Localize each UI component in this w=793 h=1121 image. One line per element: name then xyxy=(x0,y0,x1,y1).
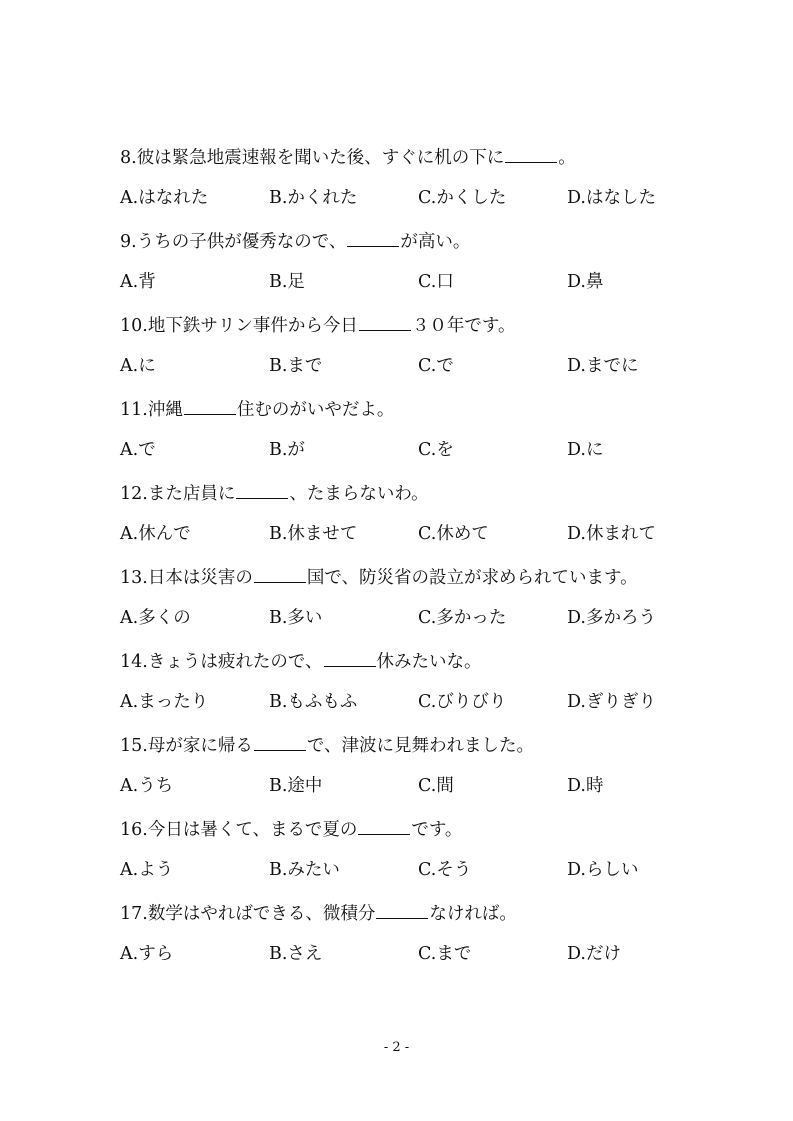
option-c: C.休めて xyxy=(418,524,489,544)
question-number: 14. xyxy=(120,652,148,672)
option-a: A.背 xyxy=(120,272,156,292)
option-d: D.ぎりぎり xyxy=(567,692,656,712)
question-text-after: 休みたいな。 xyxy=(376,652,482,672)
options-8 xyxy=(120,183,740,226)
question-13 xyxy=(120,562,740,603)
question-text-after: 、たまらないわ。 xyxy=(289,484,429,504)
option-c: C.そう xyxy=(418,860,472,880)
question-number: 17. xyxy=(120,904,148,924)
question-12 xyxy=(120,478,740,519)
answer-blank xyxy=(184,400,236,415)
option-a: A.よう xyxy=(120,860,174,880)
options-15 xyxy=(120,771,740,814)
question-text-before: 母が家に帰る xyxy=(147,736,253,756)
options-11 xyxy=(120,435,740,478)
option-a: A.多くの xyxy=(120,608,191,628)
question-text-after: ３０年です。 xyxy=(411,316,516,336)
question-text-after: 住むのがいやだよ。 xyxy=(236,400,395,420)
answer-blank xyxy=(358,820,410,835)
option-c: C.を xyxy=(418,440,454,460)
question-14 xyxy=(120,646,740,687)
option-b: B.さえ xyxy=(269,944,323,964)
question-text-before: きょうは疲れたので、 xyxy=(147,652,323,672)
question-9 xyxy=(120,226,740,267)
option-c: C.まで xyxy=(418,944,472,964)
option-d: D.多かろう xyxy=(567,608,656,628)
question-list xyxy=(120,142,740,982)
option-a: A.はなれた xyxy=(120,188,209,208)
question-15 xyxy=(120,730,740,771)
question-text-before: 沖縄 xyxy=(147,400,183,420)
question-text-before: 日本は災害の xyxy=(147,568,253,588)
question-text-after: が高い。 xyxy=(400,232,471,252)
option-b: B.まで xyxy=(269,356,323,376)
option-c: C.びりびり xyxy=(418,692,507,712)
question-text-before: 彼は緊急地震速報を聞いた後、すぐに机の下に xyxy=(136,148,505,168)
question-number: 8. xyxy=(120,148,137,168)
option-a: A.休んで xyxy=(120,524,191,544)
options-17 xyxy=(120,939,740,982)
option-a: A.まったり xyxy=(120,692,209,712)
question-11 xyxy=(120,394,740,435)
question-17 xyxy=(120,898,740,939)
question-text-before: 今日は暑くて、まるで夏の xyxy=(147,820,358,840)
question-text-after: です。 xyxy=(411,820,463,840)
answer-blank xyxy=(505,148,557,163)
option-d: D.だけ xyxy=(567,944,621,964)
answer-blank xyxy=(347,232,399,247)
option-a: A.うち xyxy=(120,776,174,796)
option-d: D.鼻 xyxy=(567,272,604,292)
question-number: 13. xyxy=(120,568,148,588)
answer-blank xyxy=(376,904,428,919)
options-9 xyxy=(120,267,740,310)
question-text-after: 国で、防災省の設立が求められています。 xyxy=(306,568,638,588)
option-d: D.までに xyxy=(567,356,639,376)
answer-blank xyxy=(324,652,376,667)
question-8 xyxy=(120,142,740,183)
option-b: B.多い xyxy=(269,608,323,628)
option-a: A.で xyxy=(120,440,156,460)
question-number: 11. xyxy=(120,400,148,420)
question-number: 9. xyxy=(120,232,137,252)
question-number: 12. xyxy=(120,484,148,504)
question-text-before: また店員に xyxy=(147,484,236,504)
option-b: B.が xyxy=(269,440,305,460)
option-a: A.に xyxy=(120,356,156,376)
question-text-before: 数学はやればできる、微積分 xyxy=(147,904,376,924)
question-text-after: で、津波に見舞われました。 xyxy=(306,736,534,756)
question-16 xyxy=(120,814,740,855)
answer-blank xyxy=(254,568,306,583)
option-b: B.もふもふ xyxy=(269,692,358,712)
question-10 xyxy=(120,310,740,351)
option-c: C.口 xyxy=(418,272,454,292)
answer-blank xyxy=(359,316,411,331)
options-13 xyxy=(120,603,740,646)
question-text-before: うちの子供が優秀なので、 xyxy=(136,232,347,252)
question-number: 10. xyxy=(120,316,148,336)
option-c: C.間 xyxy=(418,776,454,796)
option-c: C.で xyxy=(418,356,454,376)
option-b: B.途中 xyxy=(269,776,323,796)
option-b: B.休ませて xyxy=(269,524,358,544)
option-a: A.すら xyxy=(120,944,174,964)
options-10 xyxy=(120,351,740,394)
option-c: C.かくした xyxy=(418,188,507,208)
option-d: D.らしい xyxy=(567,860,639,880)
options-12 xyxy=(120,519,740,562)
option-c: C.多かった xyxy=(418,608,507,628)
question-number: 15. xyxy=(120,736,148,756)
option-b: B.足 xyxy=(269,272,305,292)
question-text-after: 。 xyxy=(558,148,576,168)
option-b: B.みたい xyxy=(269,860,340,880)
option-b: B.かくれた xyxy=(269,188,358,208)
option-d: D.時 xyxy=(567,776,604,796)
option-d: D.に xyxy=(567,440,604,460)
answer-blank xyxy=(236,484,288,499)
option-d: D.はなした xyxy=(567,188,656,208)
question-text-after: なければ。 xyxy=(429,904,517,924)
question-number: 16. xyxy=(120,820,148,840)
option-d: D.休まれて xyxy=(567,524,656,544)
options-14 xyxy=(120,687,740,730)
options-16 xyxy=(120,855,740,898)
question-text-before: 地下鉄サリン事件から今日 xyxy=(147,316,358,336)
answer-blank xyxy=(254,736,306,751)
page-number: - 2 - xyxy=(383,1040,410,1055)
